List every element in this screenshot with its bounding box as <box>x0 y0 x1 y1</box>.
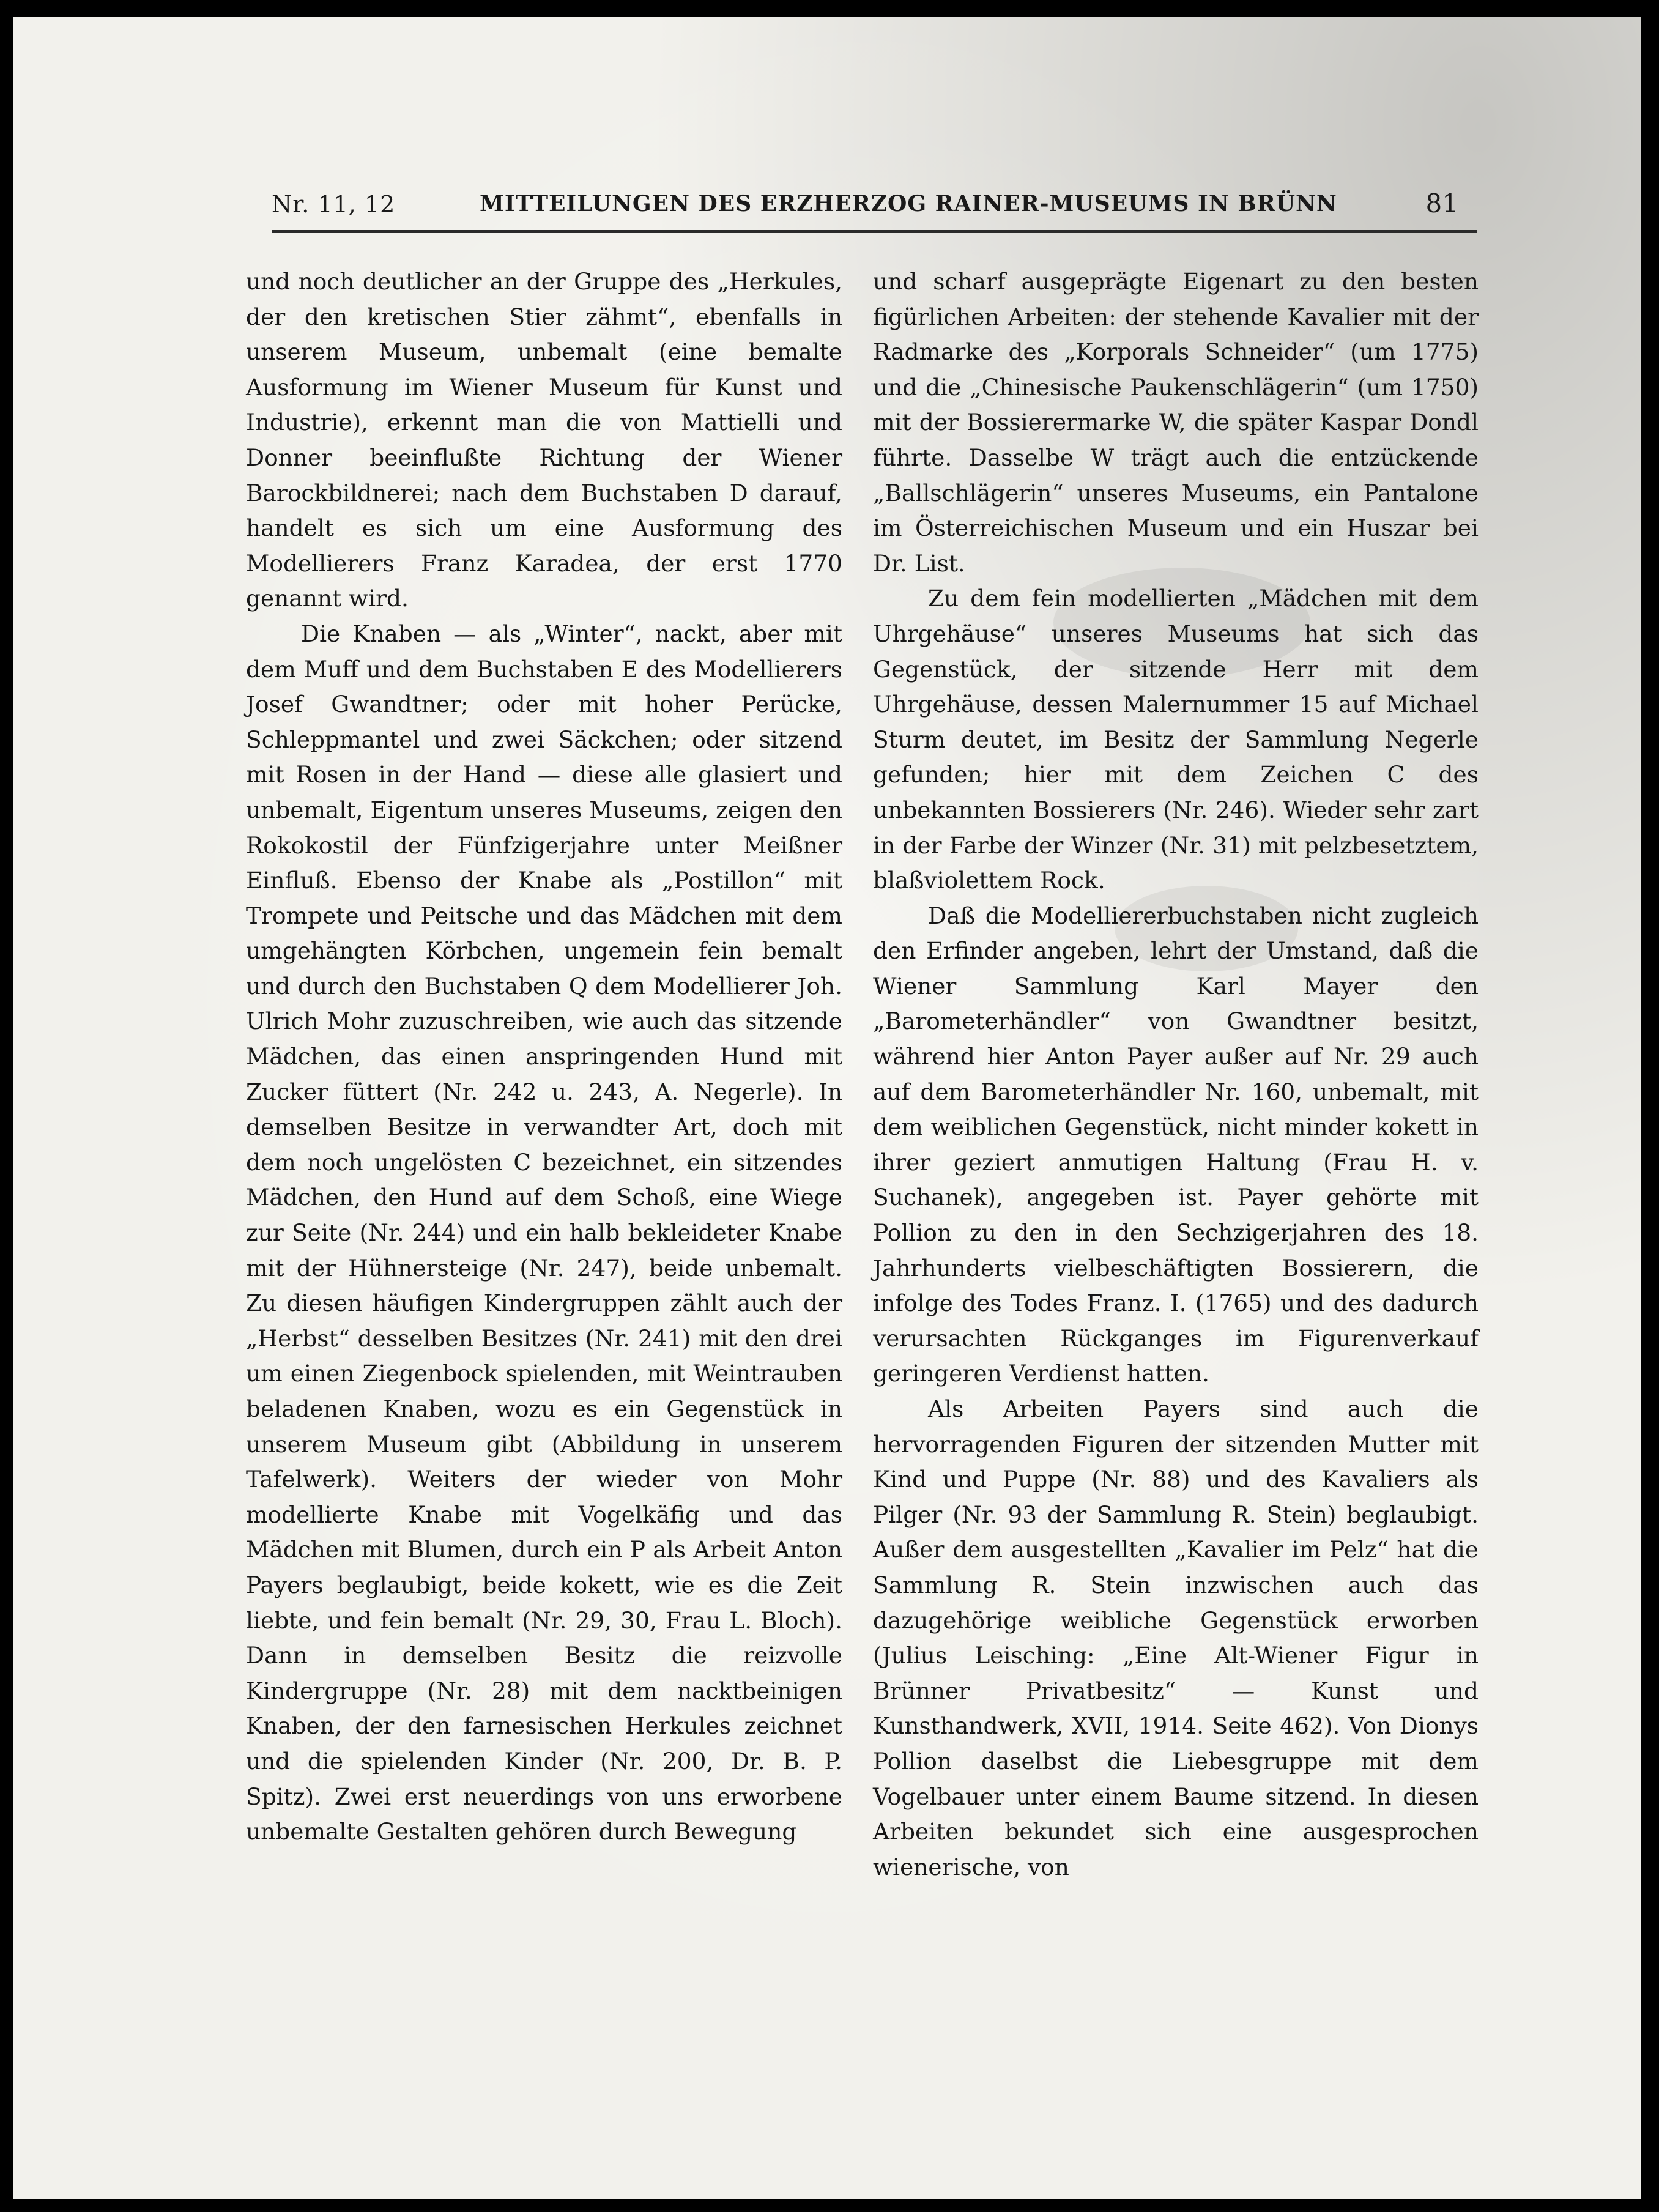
journal-title: MITTEILUNGEN DES ERZHERZOG RAINER-MUSEUMS IN BRÜNN <box>480 191 1337 217</box>
right-column <box>873 264 1479 1885</box>
paragraph: und noch deutlicher an der Gruppe des „Herkules, der den kretischen Stier zähmt“, ebenfalls in unserem Museum, unbemalt (eine bemalte Ausformung im Wiener Museum für Kunst und Industrie), erkennt man die von Mattielli und Donner beeinflußte Richtung der Wiener Barockbildnerei; nach dem Buchstaben D darauf, handelt es sich um eine Ausformung des Modellierers Franz Karadea, der erst 1770 genannt wird. <box>246 268 842 612</box>
issue-number: Nr. 11, 12 <box>272 191 396 218</box>
running-header <box>272 182 1477 237</box>
paragraph: Daß die Modelliererbuchstaben nicht zugleich den Erfinder angeben, lehrt der Umstand, daß die Wiener Sammlung Karl Mayer den „Barometerhändler“ von Gwandtner besitzt, während hier Anton Payer außer auf Nr. 29 auch auf dem Barometerhändler Nr. 160, unbemalt, mit dem weiblichen Gegenstück, nicht minder kokett in ihrer geziert anmutigen Haltung (Frau H. v. Suchanek), angegeben ist. Payer gehörte mit Pollion zu den in den Sechzigerjahren des 18. Jahrhunderts vielbeschäftigten Bossierern, die infolge des Todes Franz. I. (1765) und des dadurch verursachten Rückganges im Figurenverkauf geringeren Verdienst hatten. <box>873 902 1479 1387</box>
left-column <box>246 264 842 1850</box>
paragraph: Zu dem fein modellierten „Mädchen mit dem Uhrgehäuse“ unseres Museums hat sich das Gegenstück, der sitzende Herr mit dem Uhrgehäuse, dessen Malernummer 15 auf Michael Sturm deutet, im Besitz der Sammlung Negerle gefunden; hier mit dem Zeichen C des unbekannten Bossierers (Nr. 246). Wieder sehr zart in der Farbe der Winzer (Nr. 31) mit pelzbesetztem, blaßviolettem Rock. <box>873 585 1479 894</box>
page-sheet <box>13 17 1641 2199</box>
paragraph: Die Knaben — als „Winter“, nackt, aber mit dem Muff und dem Buchstaben E des Modellierers Josef Gwandtner; oder mit hoher Perücke, Schleppmantel und zwei Säckchen; oder sitzend mit Rosen in der Hand — diese alle glasiert und unbemalt, Eigentum unseres Museums, zeigen den Rokokostil der Fünfzigerjahre unter Meißner Einfluß. Ebenso der Knabe als „Postillon“ mit Trompete und Peitsche und das Mädchen mit dem umgehängten Körbchen, ungemein fein bemalt und durch den Buchstaben Q dem Modellierer Joh. Ulrich Mohr zuzuschreiben, wie auch das sitzende Mädchen, das einen anspringenden Hund mit Zucker füttert (Nr. 242 u. 243, A. Negerle). In demselben Besitze in verwandter Art, doch mit dem noch ungelösten C bezeichnet, ein sitzendes Mädchen, den Hund auf dem Schoß, eine Wiege zur Seite (Nr. 244) und ein halb bekleideter Knabe mit der Hühnersteige (Nr. 247), beide unbemalt. Zu diesen häufigen Kindergruppen zählt auch der „Herbst“ desselben Besitzes (Nr. 241) mit den drei um einen Ziegenbock spielenden, mit Weintrauben beladenen Knaben, wozu es ein Gegenstück in unserem Museum gibt (Abbildung in unserem Tafelwerk). Weiters der wieder von Mohr modellierte Knabe mit Vogelkäfig und das Mädchen mit Blumen, durch ein P als Arbeit Anton Payers beglaubigt, beide kokett, wie es die Zeit liebte, und fein bemalt (Nr. 29, 30, Frau L. Bloch). Dann in demselben Besitz die reizvolle Kindergruppe (Nr. 28) mit dem nacktbeinigen Knaben, der den farnesischen Herkules zeichnet und die spielenden Kinder (Nr. 200, Dr. B. P. Spitz). Zwei erst neuerdings von uns erworbene unbemalte Gestalten gehören durch Bewegung <box>246 620 842 1846</box>
paragraph: Als Arbeiten Payers sind auch die hervorragenden Figuren der sitzenden Mutter mit Kind und Puppe (Nr. 88) und des Kavaliers als Pilger (Nr. 93 der Sammlung R. Stein) beglaubigt. Außer dem ausgestellten „Kavalier im Pelz“ hat die Sammlung R. Stein inzwischen auch das dazugehörige weibliche Gegenstück erworben (Julius Leisching: „Eine Alt-Wiener Figur in Brünner Privatbesitz“ — Kunst und Kunsthandwerk, XVII, 1914. Seite 462). Von Dionys Pollion daselbst die Liebesgruppe mit dem Vogelbauer unter einem Baume sitzend. In diesen Arbeiten bekundet sich eine ausgesprochen wienerische, von <box>873 1395 1479 1880</box>
page-number: 81 <box>1425 188 1458 218</box>
paragraph: und scharf ausgeprägte Eigenart zu den besten figürlichen Arbeiten: der stehende Kavalier mit der Radmarke des „Korporals Schneider“ (um 1775) und die „Chinesische Paukenschlägerin“ (um 1750) mit der Bossierermarke W, die später Kaspar Dondl führte. Dasselbe W trägt auch die entzückende „Ballschlägerin“ unseres Museums, ein Pantalone im Österreichischen Museum und ein Huszar bei Dr. List. <box>873 268 1479 577</box>
header-rule <box>272 230 1477 233</box>
